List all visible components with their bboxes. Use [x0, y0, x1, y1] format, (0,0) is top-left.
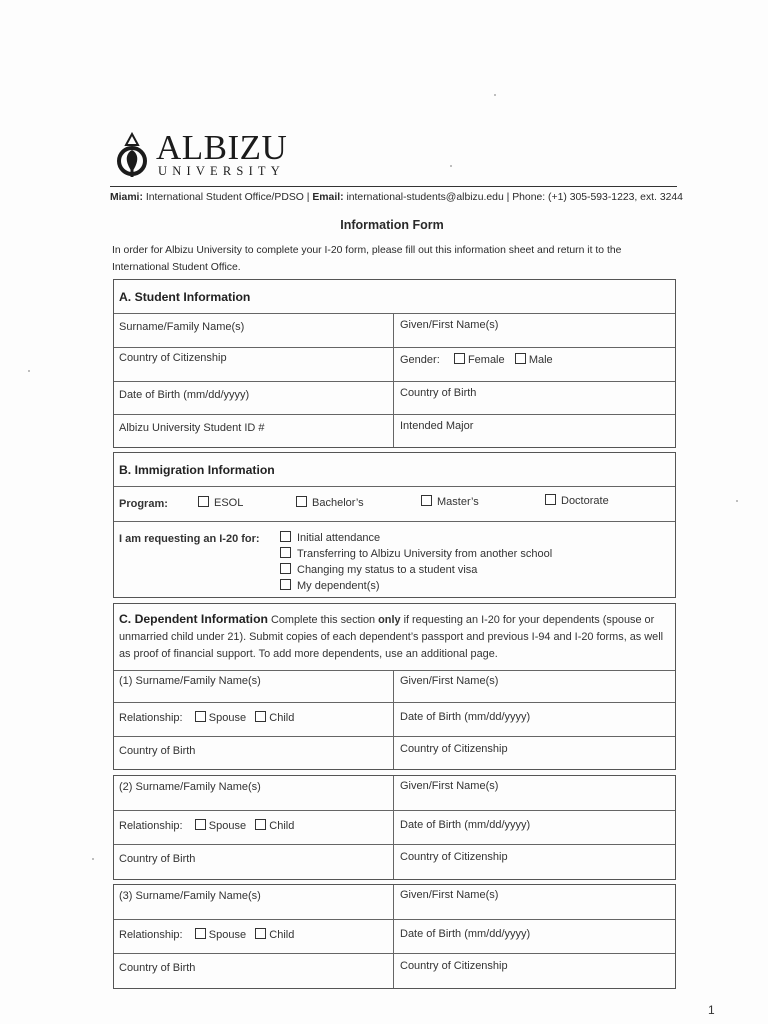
dependent-2-child-label: Child [269, 820, 295, 832]
doctorate-checkbox[interactable] [545, 494, 556, 505]
contact-line: Miami: International Student Office/PDSO | Email: international-students@albizu.edu | Phone: (+1) 305-593-1223, ext. 3244 [110, 192, 683, 203]
dependent-1-dob-label: Date of Birth (mm/dd/yyyy) [400, 711, 531, 723]
dependent-3-dob-field[interactable] [393, 920, 675, 953]
table-row [114, 736, 675, 769]
dependent-1-birth-country-field[interactable] [114, 737, 393, 769]
gender-label: Gender: [400, 354, 440, 366]
citizenship-field[interactable] [114, 348, 393, 381]
contact-location-label: Miami: [110, 192, 143, 203]
bachelors-checkbox[interactable] [296, 496, 307, 507]
masters-checkbox[interactable] [421, 495, 432, 506]
dependent-2-citizenship-label: Country of Citizenship [400, 851, 508, 863]
table-row [114, 702, 675, 736]
citizenship-label: Country of Citizenship [119, 352, 227, 364]
dependent-2-surname-label: (2) Surname/Family Name(s) [119, 781, 261, 793]
dependent-3-birth-country-label: Country of Birth [119, 962, 196, 974]
table-row [114, 844, 675, 879]
program-option-doctorate[interactable] [545, 494, 609, 507]
table-row [114, 810, 675, 844]
scan-speck [450, 165, 452, 167]
header-divider [110, 186, 677, 187]
logo-name: ALBIZU [156, 128, 288, 167]
dependent-1-surname-label: (1) Surname/Family Name(s) [119, 675, 261, 687]
form-intro: In order for Albizu University to complete your I-20 form, please fill out this information sheet and return it to the International Student Office. [112, 245, 622, 273]
initial-attendance-label: Initial attendance [297, 532, 381, 544]
dependent-1-child-checkbox[interactable] [255, 711, 266, 722]
given-name-field[interactable] [393, 314, 675, 347]
dependent-2-given-field[interactable] [393, 776, 675, 810]
scan-speck [92, 858, 94, 860]
dependent-2-relationship-label: Relationship: [119, 820, 183, 832]
female-checkbox[interactable] [454, 353, 465, 364]
dependent-3-surname-label: (3) Surname/Family Name(s) [119, 890, 261, 902]
dependent-2-table [113, 775, 676, 880]
program-option-masters[interactable] [421, 495, 479, 508]
section-c-intro-part-a: Complete this section [271, 614, 376, 626]
dependent-3-relationship-field [114, 920, 393, 953]
student-id-label: Albizu University Student ID # [119, 422, 265, 434]
section-b-heading: B. Immigration Information [119, 463, 275, 477]
initial-attendance-checkbox[interactable] [280, 531, 291, 542]
dependent-3-given-field[interactable] [393, 885, 675, 919]
dependent-3-surname-field[interactable] [114, 885, 393, 919]
change-status-checkbox[interactable] [280, 563, 291, 574]
country-of-birth-label: Country of Birth [400, 387, 477, 399]
albizu-emblem-icon [112, 132, 152, 178]
dependent-2-surname-field[interactable] [114, 776, 393, 810]
dependent-3-dob-label: Date of Birth (mm/dd/yyyy) [400, 928, 531, 940]
dependent-3-spouse-checkbox[interactable] [195, 928, 206, 939]
immigration-information-table [113, 452, 676, 598]
scan-speck [736, 500, 738, 502]
dependent-3-given-label: Given/First Name(s) [400, 889, 499, 901]
dependent-1-spouse-label: Spouse [208, 712, 247, 724]
dependent-2-relationship-field [114, 811, 393, 844]
program-label: Program: [119, 498, 168, 510]
dependent-1-birth-country-label: Country of Birth [119, 745, 196, 757]
dependent-3-child-checkbox[interactable] [255, 928, 266, 939]
dependent-1-citizenship-label: Country of Citizenship [400, 743, 508, 755]
dependent-1-spouse-checkbox[interactable] [195, 711, 206, 722]
dependent-information-table [113, 603, 676, 770]
bachelors-label: Bachelor’s [312, 497, 364, 509]
intended-major-field[interactable] [393, 415, 675, 447]
request-options [280, 530, 552, 594]
dependent-1-given-field[interactable] [393, 671, 675, 702]
dependent-1-child-label: Child [269, 712, 295, 724]
phone-label: Phone: [512, 192, 546, 203]
dependent-2-birth-country-field[interactable] [114, 845, 393, 879]
dependent-2-birth-country-label: Country of Birth [119, 853, 196, 865]
doctorate-label: Doctorate [561, 495, 609, 507]
scan-speck [494, 94, 496, 96]
section-a-heading: A. Student Information [119, 290, 251, 304]
section-c-intro-only: only [378, 614, 401, 626]
gender-field [393, 348, 675, 381]
table-row [114, 381, 675, 414]
dependent-1-given-label: Given/First Name(s) [400, 675, 499, 687]
dependent-3-citizenship-label: Country of Citizenship [400, 960, 508, 972]
dependent-1-citizenship-field[interactable] [393, 737, 675, 769]
page-number: 1 [708, 1003, 715, 1017]
student-id-field[interactable] [114, 415, 393, 447]
dependent-3-spouse-label: Spouse [208, 929, 247, 941]
dependent-3-citizenship-field[interactable] [393, 954, 675, 988]
section-b-header-row [114, 453, 675, 486]
section-c-heading: C. Dependent Information [119, 612, 268, 626]
dependent-1-dob-field[interactable] [393, 703, 675, 736]
scan-speck [28, 370, 30, 372]
given-name-label: Given/First Name(s) [400, 319, 499, 331]
student-information-table [113, 279, 676, 448]
form-title: Information Form [340, 218, 444, 232]
table-row [114, 313, 675, 347]
change-status-label: Changing my status to a student visa [297, 564, 478, 576]
program-option-bachelors[interactable] [296, 496, 364, 509]
section-a-header-row [114, 280, 675, 313]
section-c-intro-row [114, 604, 675, 670]
program-option-esol[interactable] [198, 496, 243, 509]
masters-label: Master’s [437, 496, 479, 508]
esol-checkbox[interactable] [198, 496, 209, 507]
email-label: Email: [312, 192, 344, 203]
dependent-2-dob-field[interactable] [393, 811, 675, 844]
section-c-intro-part-b: if requesting an I-20 for your dependents (spouse or unmarried child under 21). Submit copies of each dependent’s passport and previous I-94 and I-20 forms, as well as proof of financial support. To add more dependents, use an additional page. [119, 614, 664, 660]
dependent-3-birth-country-field[interactable] [114, 954, 393, 988]
section-c-intro [114, 604, 675, 663]
intended-major-label: Intended Major [400, 420, 474, 432]
table-row [114, 414, 675, 447]
dependent-2-given-label: Given/First Name(s) [400, 780, 499, 792]
male-label: Male [528, 354, 553, 366]
dependent-2-spouse-label: Spouse [208, 820, 247, 832]
logo-subtitle: UNIVERSITY [158, 164, 285, 178]
dependent-1-surname-field[interactable] [114, 671, 393, 702]
dependent-2-dob-label: Date of Birth (mm/dd/yyyy) [400, 819, 531, 831]
table-row [114, 670, 675, 702]
dependents-checkbox[interactable] [280, 579, 291, 590]
dependent-1-relationship-field [114, 703, 393, 736]
country-of-birth-field[interactable] [393, 382, 675, 414]
request-option-dependents[interactable] [280, 578, 552, 594]
table-row [114, 953, 675, 988]
table-row [114, 776, 675, 810]
request-option-change-status[interactable] [280, 562, 552, 578]
request-option-transfer[interactable] [280, 546, 552, 562]
female-label: Female [467, 354, 505, 366]
surname-field[interactable] [114, 314, 393, 347]
request-row [114, 521, 675, 597]
dependent-3-child-label: Child [269, 929, 295, 941]
email-value[interactable]: international-students@albizu.edu [346, 192, 504, 203]
table-row [114, 885, 675, 919]
request-option-initial[interactable] [280, 530, 552, 546]
transfer-checkbox[interactable] [280, 547, 291, 558]
program-row [114, 486, 675, 521]
dependent-2-citizenship-field[interactable] [393, 845, 675, 879]
phone-value: (+1) 305-593-1223, ext. 3244 [548, 192, 683, 203]
dependent-3-table [113, 884, 676, 989]
dependent-2-spouse-checkbox[interactable] [195, 819, 206, 830]
dependent-1-relationship-label: Relationship: [119, 712, 183, 724]
table-row [114, 919, 675, 953]
dependent-3-relationship-label: Relationship: [119, 929, 183, 941]
date-of-birth-label: Date of Birth (mm/dd/yyyy) [119, 389, 250, 401]
esol-label: ESOL [214, 497, 244, 509]
request-label: I am requesting an I-20 for: [119, 533, 260, 545]
contact-office: International Student Office/PDSO [145, 192, 304, 203]
dependent-2-child-checkbox[interactable] [255, 819, 266, 830]
albizu-logo [112, 128, 288, 182]
transfer-label: Transferring to Albizu University from another school [297, 548, 553, 560]
surname-label: Surname/Family Name(s) [119, 321, 245, 333]
date-of-birth-field[interactable] [114, 382, 393, 414]
dependents-label: My dependent(s) [297, 580, 380, 592]
male-checkbox[interactable] [515, 353, 526, 364]
table-row [114, 347, 675, 381]
